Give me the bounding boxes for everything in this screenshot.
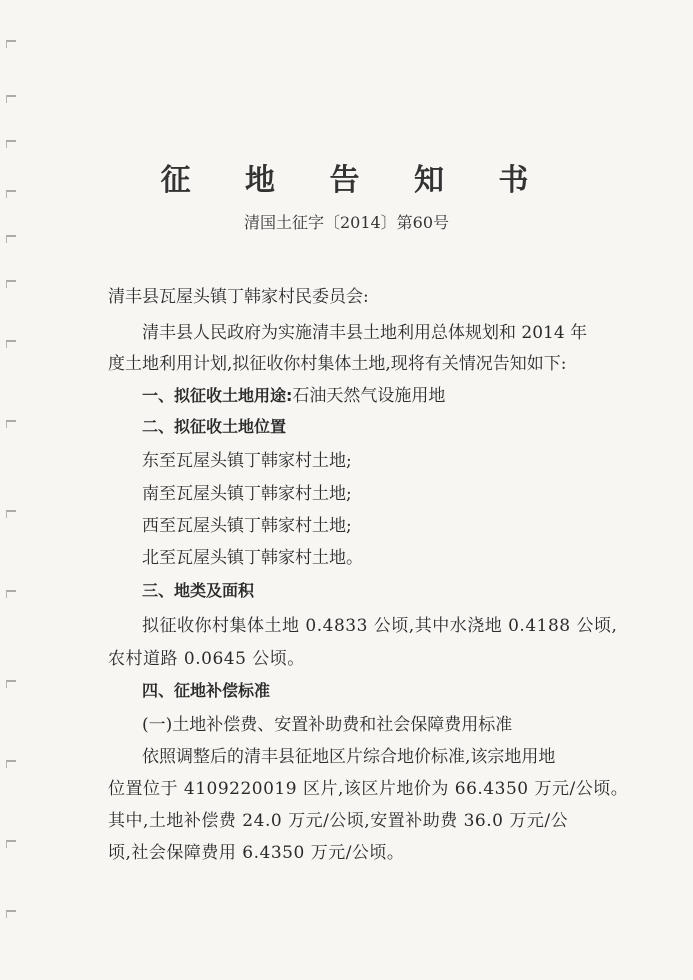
section-4-heading: 四、征地补偿标准 bbox=[142, 681, 271, 700]
binding-mark bbox=[6, 280, 16, 288]
section-1 bbox=[142, 381, 445, 406]
boundary-south: 南至瓦屋头镇丁韩家村土地; bbox=[142, 484, 352, 504]
binding-mark bbox=[6, 235, 16, 243]
section-4-line-3: 其中,土地补偿费 24.0 万元/公顷,安置补助费 36.0 万元/公 bbox=[108, 811, 569, 831]
section-1-value: 石油天然气设施用地 bbox=[292, 386, 446, 406]
section-1-heading: 一、拟征收土地用途: bbox=[142, 386, 293, 405]
section-3-line-2: 农村道路 0.0645 公顷。 bbox=[108, 649, 305, 669]
binding-mark bbox=[6, 760, 16, 768]
binding-mark bbox=[6, 340, 16, 348]
binding-mark bbox=[6, 680, 16, 688]
intro-line-1: 清丰县人民政府为实施清丰县土地利用总体规划和 2014 年 bbox=[142, 323, 588, 343]
document-number: 清国土征字〔2014〕第60号 bbox=[243, 213, 450, 232]
section-3-heading: 三、地类及面积 bbox=[142, 581, 255, 600]
binding-mark bbox=[6, 840, 16, 848]
binding-mark bbox=[6, 510, 16, 518]
section-4-line-4: 顷,社会保障费用 6.4350 万元/公顷。 bbox=[108, 843, 405, 863]
document-title: 征 地 告 知 书 bbox=[160, 163, 551, 198]
section-4-line-2: 位置位于 4109220019 区片,该区片地价为 66.4350 万元/公顷。 bbox=[108, 779, 629, 799]
boundary-north: 北至瓦屋头镇丁韩家村土地。 bbox=[142, 548, 363, 568]
boundary-west: 西至瓦屋头镇丁韩家村土地; bbox=[142, 516, 352, 536]
addressee: 清丰县瓦屋头镇丁韩家村民委员会: bbox=[108, 287, 369, 307]
section-3-line-1: 拟征收你村集体土地 0.4833 公顷,其中水浇地 0.4188 公顷, bbox=[142, 616, 618, 636]
section-2-heading: 二、拟征收土地位置 bbox=[142, 417, 287, 436]
section-4-line-1: 依照调整后的清丰县征地区片综合地价标准,该宗地用地 bbox=[142, 747, 556, 767]
binding-mark bbox=[6, 910, 16, 918]
binding-mark bbox=[6, 420, 16, 428]
boundary-east: 东至瓦屋头镇丁韩家村土地; bbox=[142, 451, 352, 471]
binding-mark bbox=[6, 40, 16, 48]
binding-mark bbox=[6, 95, 16, 103]
binding-mark bbox=[6, 590, 16, 598]
intro-line-2: 度土地利用计划,拟征收你村集体土地,现将有关情况告知如下: bbox=[108, 354, 567, 374]
binding-mark bbox=[6, 140, 16, 148]
section-4-subheading: (一)土地补偿费、安置补助费和社会保障费用标准 bbox=[142, 715, 513, 735]
